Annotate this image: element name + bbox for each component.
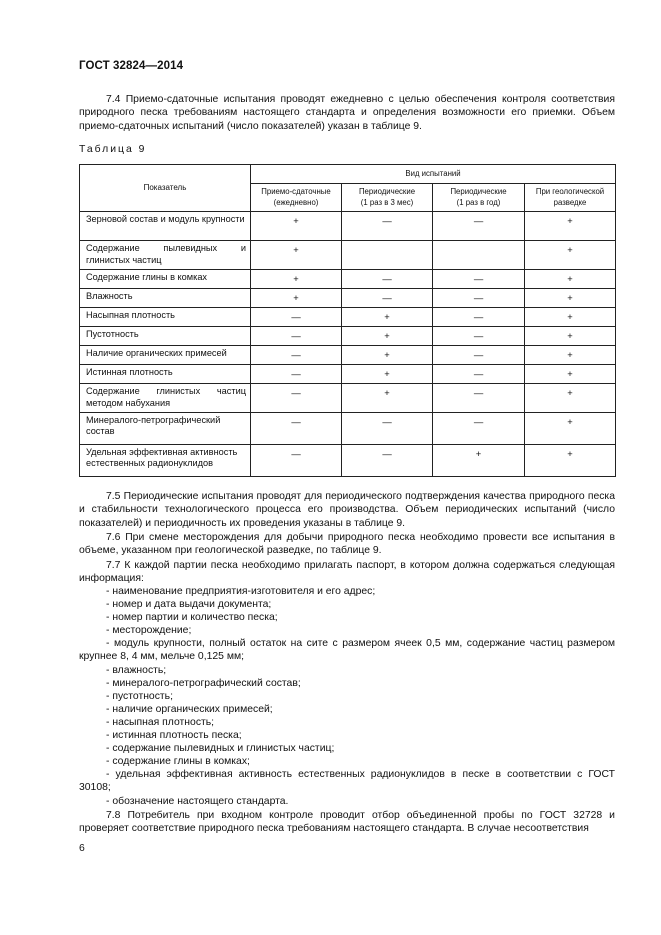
column-header: Периодические (1 раз в 3 мес): [342, 184, 433, 212]
value-cell: —: [433, 270, 525, 289]
paragraph-7-6-text: 7.6 При смене месторождения для добычи природного песка необходимо провести все испытания в объеме, указанном при геологической разведке, по таблице 9.: [79, 532, 615, 557]
list-item: - обозначение настоящего стандарта.: [106, 795, 289, 807]
list-item: - номер партии и количество песка;: [106, 612, 278, 624]
value-cell: +: [525, 412, 616, 444]
value-cell: +: [251, 270, 342, 289]
value-cell: +: [342, 327, 433, 346]
column-header: Периодические (1 раз в год): [433, 184, 525, 212]
value-cell: +: [525, 384, 616, 413]
value-cell: —: [433, 212, 525, 241]
list-item: - содержание глины в комках;: [106, 756, 250, 768]
paragraph-7-8-text: 7.8 Потребитель при входном контроле проводит отбор объединенной пробы по ГОСТ 32728 и проверяет соответствие природного песка требованиям настоящего стандарта. В случае несоответствия: [79, 810, 615, 835]
column-header: При геологической разведке: [525, 184, 616, 212]
list-item: - модуль крупности, полный остаток на сите с размером ячеек 0,5 мм, содержание частиц размером крупнее 8, 4 мм, мельче 0,125 мм;: [79, 638, 615, 663]
table-row: [80, 327, 616, 346]
value-cell: +: [525, 241, 616, 270]
value-cell: —: [342, 444, 433, 476]
value-cell: —: [342, 212, 433, 241]
value-cell: +: [525, 346, 616, 365]
value-cell: +: [342, 308, 433, 327]
value-cell: —: [251, 327, 342, 346]
value-cell: —: [251, 412, 342, 444]
value-cell: +: [433, 444, 525, 476]
value-cell: +: [525, 327, 616, 346]
paragraph-7-5: [79, 490, 615, 530]
document-header: ГОСТ 32824—2014: [79, 60, 184, 72]
paragraph-7-7-text: 7.7 К каждой партии песка необходимо прилагать паспорт, в котором должна содержаться следующая информация:: [79, 560, 615, 585]
value-cell: —: [433, 308, 525, 327]
indicator-cell: Минералого-петрографический состав: [80, 412, 251, 444]
value-cell: —: [433, 412, 525, 444]
value-cell: —: [342, 289, 433, 308]
value-cell: —: [433, 384, 525, 413]
table-row: [80, 444, 616, 476]
table-row: [80, 384, 616, 413]
indicator-cell: Зерновой состав и модуль крупности: [80, 212, 251, 241]
value-cell: +: [525, 444, 616, 476]
value-cell: +: [251, 241, 342, 270]
table-row: [80, 270, 616, 289]
table-row: [80, 308, 616, 327]
indicator-cell: Наличие органических примесей: [80, 346, 251, 365]
value-cell: —: [251, 308, 342, 327]
value-cell: [342, 241, 433, 270]
paragraph-7-5-text: 7.5 Периодические испытания проводят для периодического подтверждения качества природного песка и стабильности технологического процесса его производства. Объем периодических испытаний (число показателей) и периодичность их проведения указаны в таблице 9.: [79, 491, 615, 529]
value-cell: [433, 241, 525, 270]
table-caption: Таблица 9: [79, 144, 147, 155]
value-cell: +: [342, 346, 433, 365]
paragraph-7-8: [79, 809, 615, 836]
value-cell: +: [251, 289, 342, 308]
passport-info-list: [79, 585, 615, 808]
page-number: 6: [79, 843, 85, 854]
indicator-cell: Содержание глины в комках: [80, 270, 251, 289]
value-cell: +: [525, 289, 616, 308]
value-cell: +: [525, 365, 616, 384]
list-item: - удельная эффективная активность естественных радионуклидов в песке в соответствии с ГОСТ 30108;: [79, 769, 615, 794]
value-cell: +: [525, 212, 616, 241]
table-9: [79, 164, 616, 477]
indicator-cell: Удельная эффективная активность естественных радионуклидов: [80, 444, 251, 476]
indicator-cell: Пустотность: [80, 327, 251, 346]
list-item: - насыпная плотность;: [106, 716, 215, 728]
value-cell: —: [251, 444, 342, 476]
value-cell: —: [433, 289, 525, 308]
value-cell: +: [251, 212, 342, 241]
table-row: [80, 212, 616, 241]
paragraph-7-7: [79, 559, 615, 586]
indicator-cell: Содержание пылевидных и глинистых частиц: [80, 241, 251, 270]
indicator-cell: Насыпная плотность: [80, 308, 251, 327]
value-cell: —: [251, 384, 342, 413]
table-row: [80, 412, 616, 444]
list-item: - минералого-петрографический состав;: [106, 677, 301, 689]
value-cell: —: [342, 412, 433, 444]
table-row: [80, 346, 616, 365]
value-cell: +: [342, 384, 433, 413]
value-cell: —: [342, 270, 433, 289]
paragraph-7-4: [79, 93, 615, 133]
list-item: - наличие органических примесей;: [106, 703, 273, 715]
column-header: Приемо-сдаточные (ежедневно): [251, 184, 342, 212]
list-item: - пустотность;: [106, 690, 173, 702]
table-row: [80, 241, 616, 270]
value-cell: +: [342, 365, 433, 384]
list-item: - истинная плотность песка;: [106, 730, 242, 742]
paragraph-7-4-text: 7.4 Приемо-сдаточные испытания проводят ежедневно с целью обеспечения контроля соответствия природного песка требованиям настоящего стандарта и определения возможности его приемки. Объем приемо-сдаточных испытаний (число показателей) указан в таблице 9.: [79, 94, 615, 132]
indicator-cell: Влажность: [80, 289, 251, 308]
value-cell: +: [525, 270, 616, 289]
table-row: [80, 365, 616, 384]
column-group-header: Вид испытаний: [251, 165, 616, 184]
paragraph-7-6: [79, 531, 615, 558]
value-cell: —: [433, 346, 525, 365]
column-header-indicator: Показатель: [80, 165, 251, 212]
value-cell: —: [251, 346, 342, 365]
list-item: - номер и дата выдачи документа;: [106, 599, 272, 611]
value-cell: +: [525, 308, 616, 327]
table-row: [80, 289, 616, 308]
value-cell: —: [433, 327, 525, 346]
list-item: - содержание пылевидных и глинистых частиц;: [106, 743, 335, 755]
indicator-cell: Содержание глинистых частиц методом набухания: [80, 384, 251, 413]
indicator-cell: Истинная плотность: [80, 365, 251, 384]
list-item: - месторождение;: [106, 625, 192, 637]
list-item: - наименование предприятия-изготовителя и его адрес;: [106, 586, 376, 597]
value-cell: —: [433, 365, 525, 384]
value-cell: —: [251, 365, 342, 384]
list-item: - влажность;: [106, 664, 167, 676]
